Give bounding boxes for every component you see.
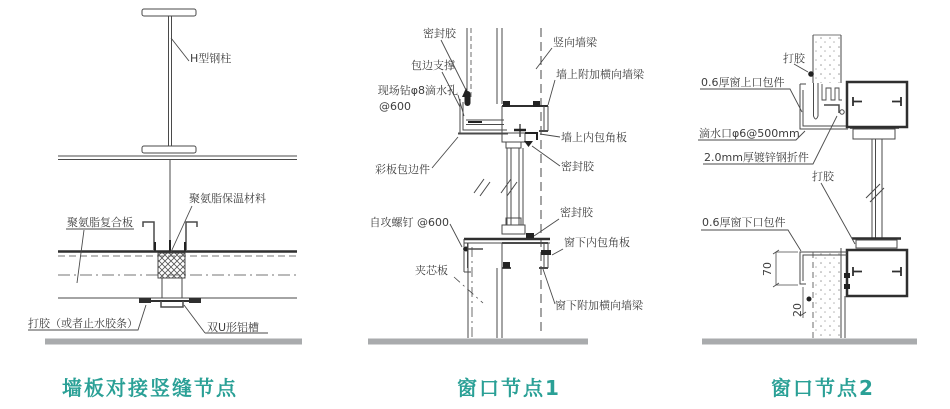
label-window-add-beam: 窗下附加横向墙梁 bbox=[555, 299, 643, 312]
dim-70: 70 bbox=[761, 262, 774, 276]
drawing-wall-joint-labels bbox=[28, 51, 266, 334]
upper-wall-panel bbox=[467, 28, 502, 104]
label-glue-top: 打胶 bbox=[783, 52, 805, 65]
label-self-tapping-screw: 自攻螺钉 @600 bbox=[369, 216, 449, 229]
upper-wall-panel bbox=[808, 35, 841, 119]
label-wall-corner-plate: 墙上内包角板 bbox=[561, 131, 627, 144]
wall-panel-section bbox=[58, 156, 297, 307]
label-wall-add-beam: 墙上附加横向墙梁 bbox=[556, 68, 644, 81]
h-steel-column bbox=[142, 9, 196, 153]
label-insulation: 聚氨脂保温材料 bbox=[189, 192, 266, 205]
window-head-frame bbox=[847, 82, 907, 139]
panel-title-window-node-1: 窗口节点1 bbox=[457, 376, 561, 400]
label-bottom-wrap: 0.6厚窗下口包件 bbox=[702, 216, 786, 229]
label-steel-piece: 2.0mm厚镀锌钢折件 bbox=[704, 151, 809, 164]
drawing-wall-joint bbox=[28, 9, 302, 342]
label-u-channel: 双U形铝槽 bbox=[207, 321, 260, 334]
lower-wall-panel bbox=[468, 243, 502, 338]
window-mullion bbox=[474, 148, 523, 225]
label-drip-hole-1: 现场钻φ8滴水孔 bbox=[377, 84, 458, 97]
label-edge-support: 包边支撑 bbox=[411, 59, 455, 72]
window-head-flashing bbox=[800, 84, 848, 129]
label-vertical-wall-beam: 竖向墙梁 bbox=[553, 36, 597, 49]
label-h-steel-column: H型钢柱 bbox=[190, 52, 232, 65]
label-top-wrap: 0.6厚窗上口包件 bbox=[701, 76, 785, 89]
label-sealant-strip: 打胶（或者止水胶条） bbox=[28, 317, 138, 330]
window-head-detail bbox=[458, 88, 548, 148]
window-sill-detail bbox=[463, 218, 551, 272]
label-composite-panel: 聚氨脂复合板 bbox=[67, 216, 133, 229]
label-sealant-mid: 密封胶 bbox=[561, 160, 594, 173]
label-window-corner-plate: 窗下内包角板 bbox=[564, 236, 630, 249]
window-sill-frame bbox=[844, 239, 907, 297]
label-color-plate-edge: 彩板包边件 bbox=[375, 163, 430, 176]
label-drip-outlet: 滴水口φ6@500mm bbox=[699, 127, 800, 140]
panel-title-wall-joint: 墙板对接竖缝节点 bbox=[62, 376, 238, 400]
label-glue-mid: 打胶 bbox=[812, 170, 834, 183]
lower-wall-panel bbox=[813, 248, 845, 338]
label-sandwich-panel: 夹芯板 bbox=[415, 264, 448, 277]
dim-20: 20 bbox=[791, 303, 804, 317]
label-sealant-sill: 密封胶 bbox=[560, 206, 593, 219]
label-sealant-top: 密封胶 bbox=[423, 27, 456, 40]
drawing-window-node-1 bbox=[368, 28, 588, 342]
glazing-mullion bbox=[866, 139, 884, 238]
leader-lines bbox=[28, 38, 268, 333]
panel-title-window-node-2: 窗口节点2 bbox=[771, 376, 875, 400]
label-drip-hole-2: @600 bbox=[379, 100, 411, 113]
